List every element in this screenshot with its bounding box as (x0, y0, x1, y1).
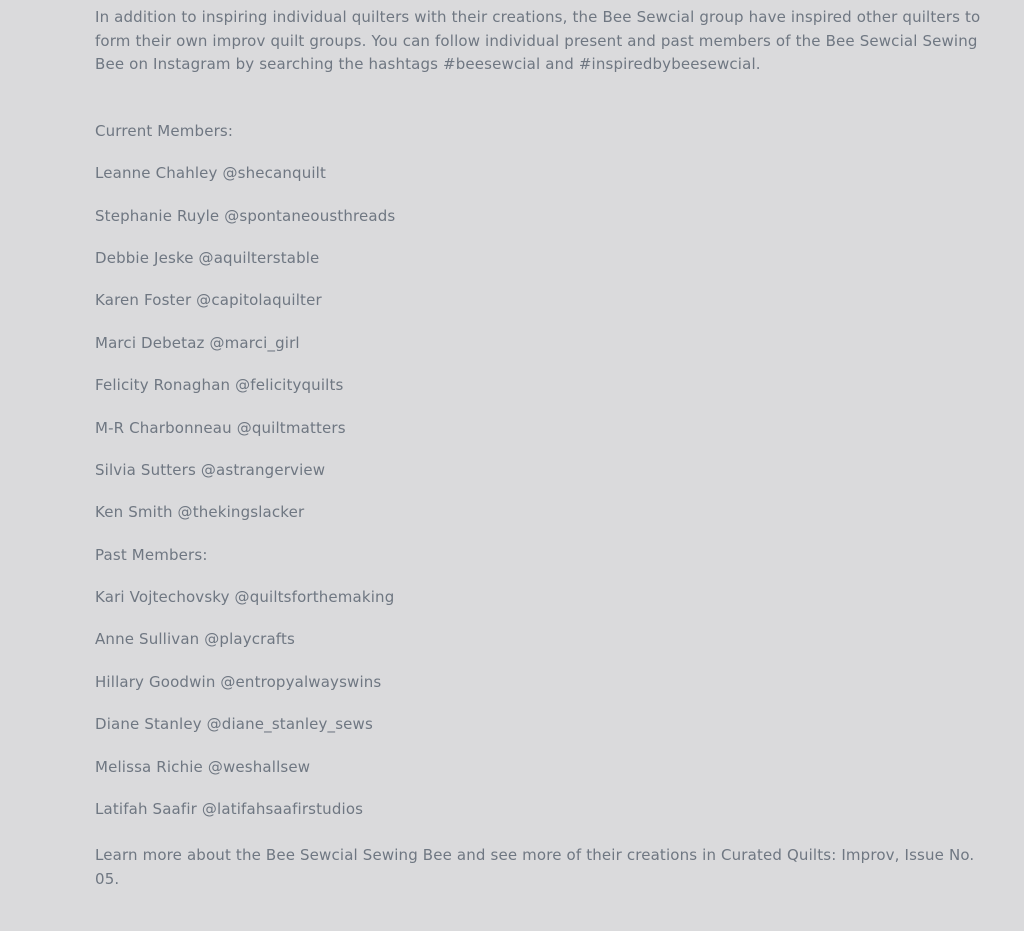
member-past-3: Hillary Goodwin @entropyalwayswins (95, 673, 382, 691)
member-current-4: Karen Foster @capitolaquilter (95, 291, 322, 309)
member-past-5: Melissa Richie @weshallsew (95, 758, 311, 776)
member-past-6: Latifah Saafir @latifahsaafirstudios (95, 800, 364, 818)
member-current-2: Stephanie Ruyle @spontaneousthreads (95, 207, 396, 225)
member-past-2: Anne Sullivan @playcrafts (95, 630, 295, 648)
past-members-heading: Past Members: (95, 546, 208, 564)
member-past-4: Diane Stanley @diane_stanley_sews (95, 715, 373, 733)
member-current-3: Debbie Jeske @aquilterstable (95, 249, 320, 267)
member-current-9: Ken Smith @thekingslacker (95, 503, 305, 521)
member-past-1: Kari Vojtechovsky @quiltsforthemaking (95, 588, 395, 606)
current-members-heading: Current Members: (95, 122, 234, 140)
intro-paragraph: In addition to inspiring individual quilters with their creations, the Bee Sewcial group have inspired other quilters to form their own improv quilt groups. You can follow individual present and past members of the Bee Sewcial Sewing Bee on Instagram by searching the hashtags #beesewcial and #inspiredbybeesewcial. (95, 8, 981, 73)
member-current-7: M-R Charbonneau @quiltmatters (95, 419, 346, 437)
member-current-6: Felicity Ronaghan @felicityquilts (95, 376, 344, 394)
member-current-5: Marci Debetaz @marci_girl (95, 334, 300, 352)
outro-paragraph: Learn more about the Bee Sewcial Sewing Bee and see more of their creations in Curated Quilts: Improv, Issue No. 05. (95, 846, 975, 888)
member-current-1: Leanne Chahley @shecanquilt (95, 164, 327, 182)
member-current-8: Silvia Sutters @astrangerview (95, 461, 326, 479)
